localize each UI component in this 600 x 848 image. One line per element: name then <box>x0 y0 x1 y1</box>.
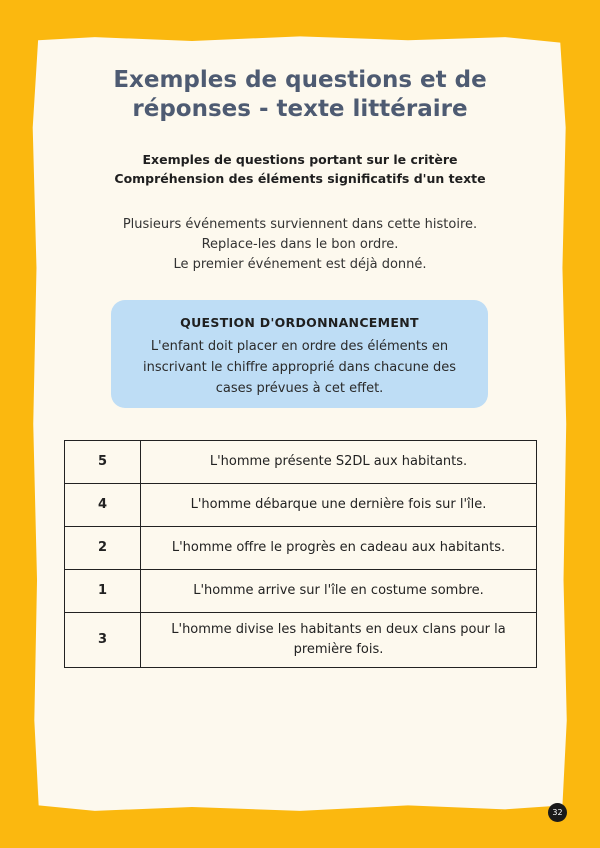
event-text: L'homme offre le progrès en cadeau aux habitants. <box>141 527 537 570</box>
page-title: Exemples de questions et de réponses - texte littéraire <box>113 67 487 122</box>
instruction-line-2: Replace-les dans le bon ordre. <box>201 237 399 252</box>
subtitle-line-1: Exemples de questions portant sur le critère <box>142 152 458 167</box>
table-row <box>65 613 537 668</box>
order-number: 2 <box>65 527 141 570</box>
ordering-table <box>64 440 537 668</box>
subtitle-line-2: Compréhension des éléments significatifs d'un texte <box>114 171 486 186</box>
callout-body: L'enfant doit placer en ordre des éléments en inscrivant le chiffre approprié dans chacune des cases prévues à cet effet. <box>142 339 457 396</box>
table-row <box>65 527 537 570</box>
event-text: L'homme présente S2DL aux habitants. <box>141 441 537 484</box>
instruction-line-1: Plusieurs événements surviennent dans cette histoire. <box>122 217 478 232</box>
question-instructions <box>60 215 540 275</box>
section-subtitle <box>60 150 540 188</box>
question-type-callout <box>111 300 488 408</box>
callout-title: QUESTION D'ORDONNANCEMENT <box>180 315 419 330</box>
event-text: L'homme arrive sur l'île en costume sombre. <box>141 570 537 613</box>
table-row <box>65 484 537 527</box>
table-row <box>65 441 537 484</box>
event-text: L'homme divise les habitants en deux clans pour la première fois. <box>141 613 537 668</box>
order-number: 4 <box>65 484 141 527</box>
order-number: 1 <box>65 570 141 613</box>
table-row <box>65 570 537 613</box>
event-text: L'homme débarque une dernière fois sur l'île. <box>141 484 537 527</box>
instruction-line-3: Le premier événement est déjà donné. <box>173 257 427 272</box>
order-number: 5 <box>65 441 141 484</box>
order-number: 3 <box>65 613 141 668</box>
page-number-badge: 32 <box>548 803 567 822</box>
